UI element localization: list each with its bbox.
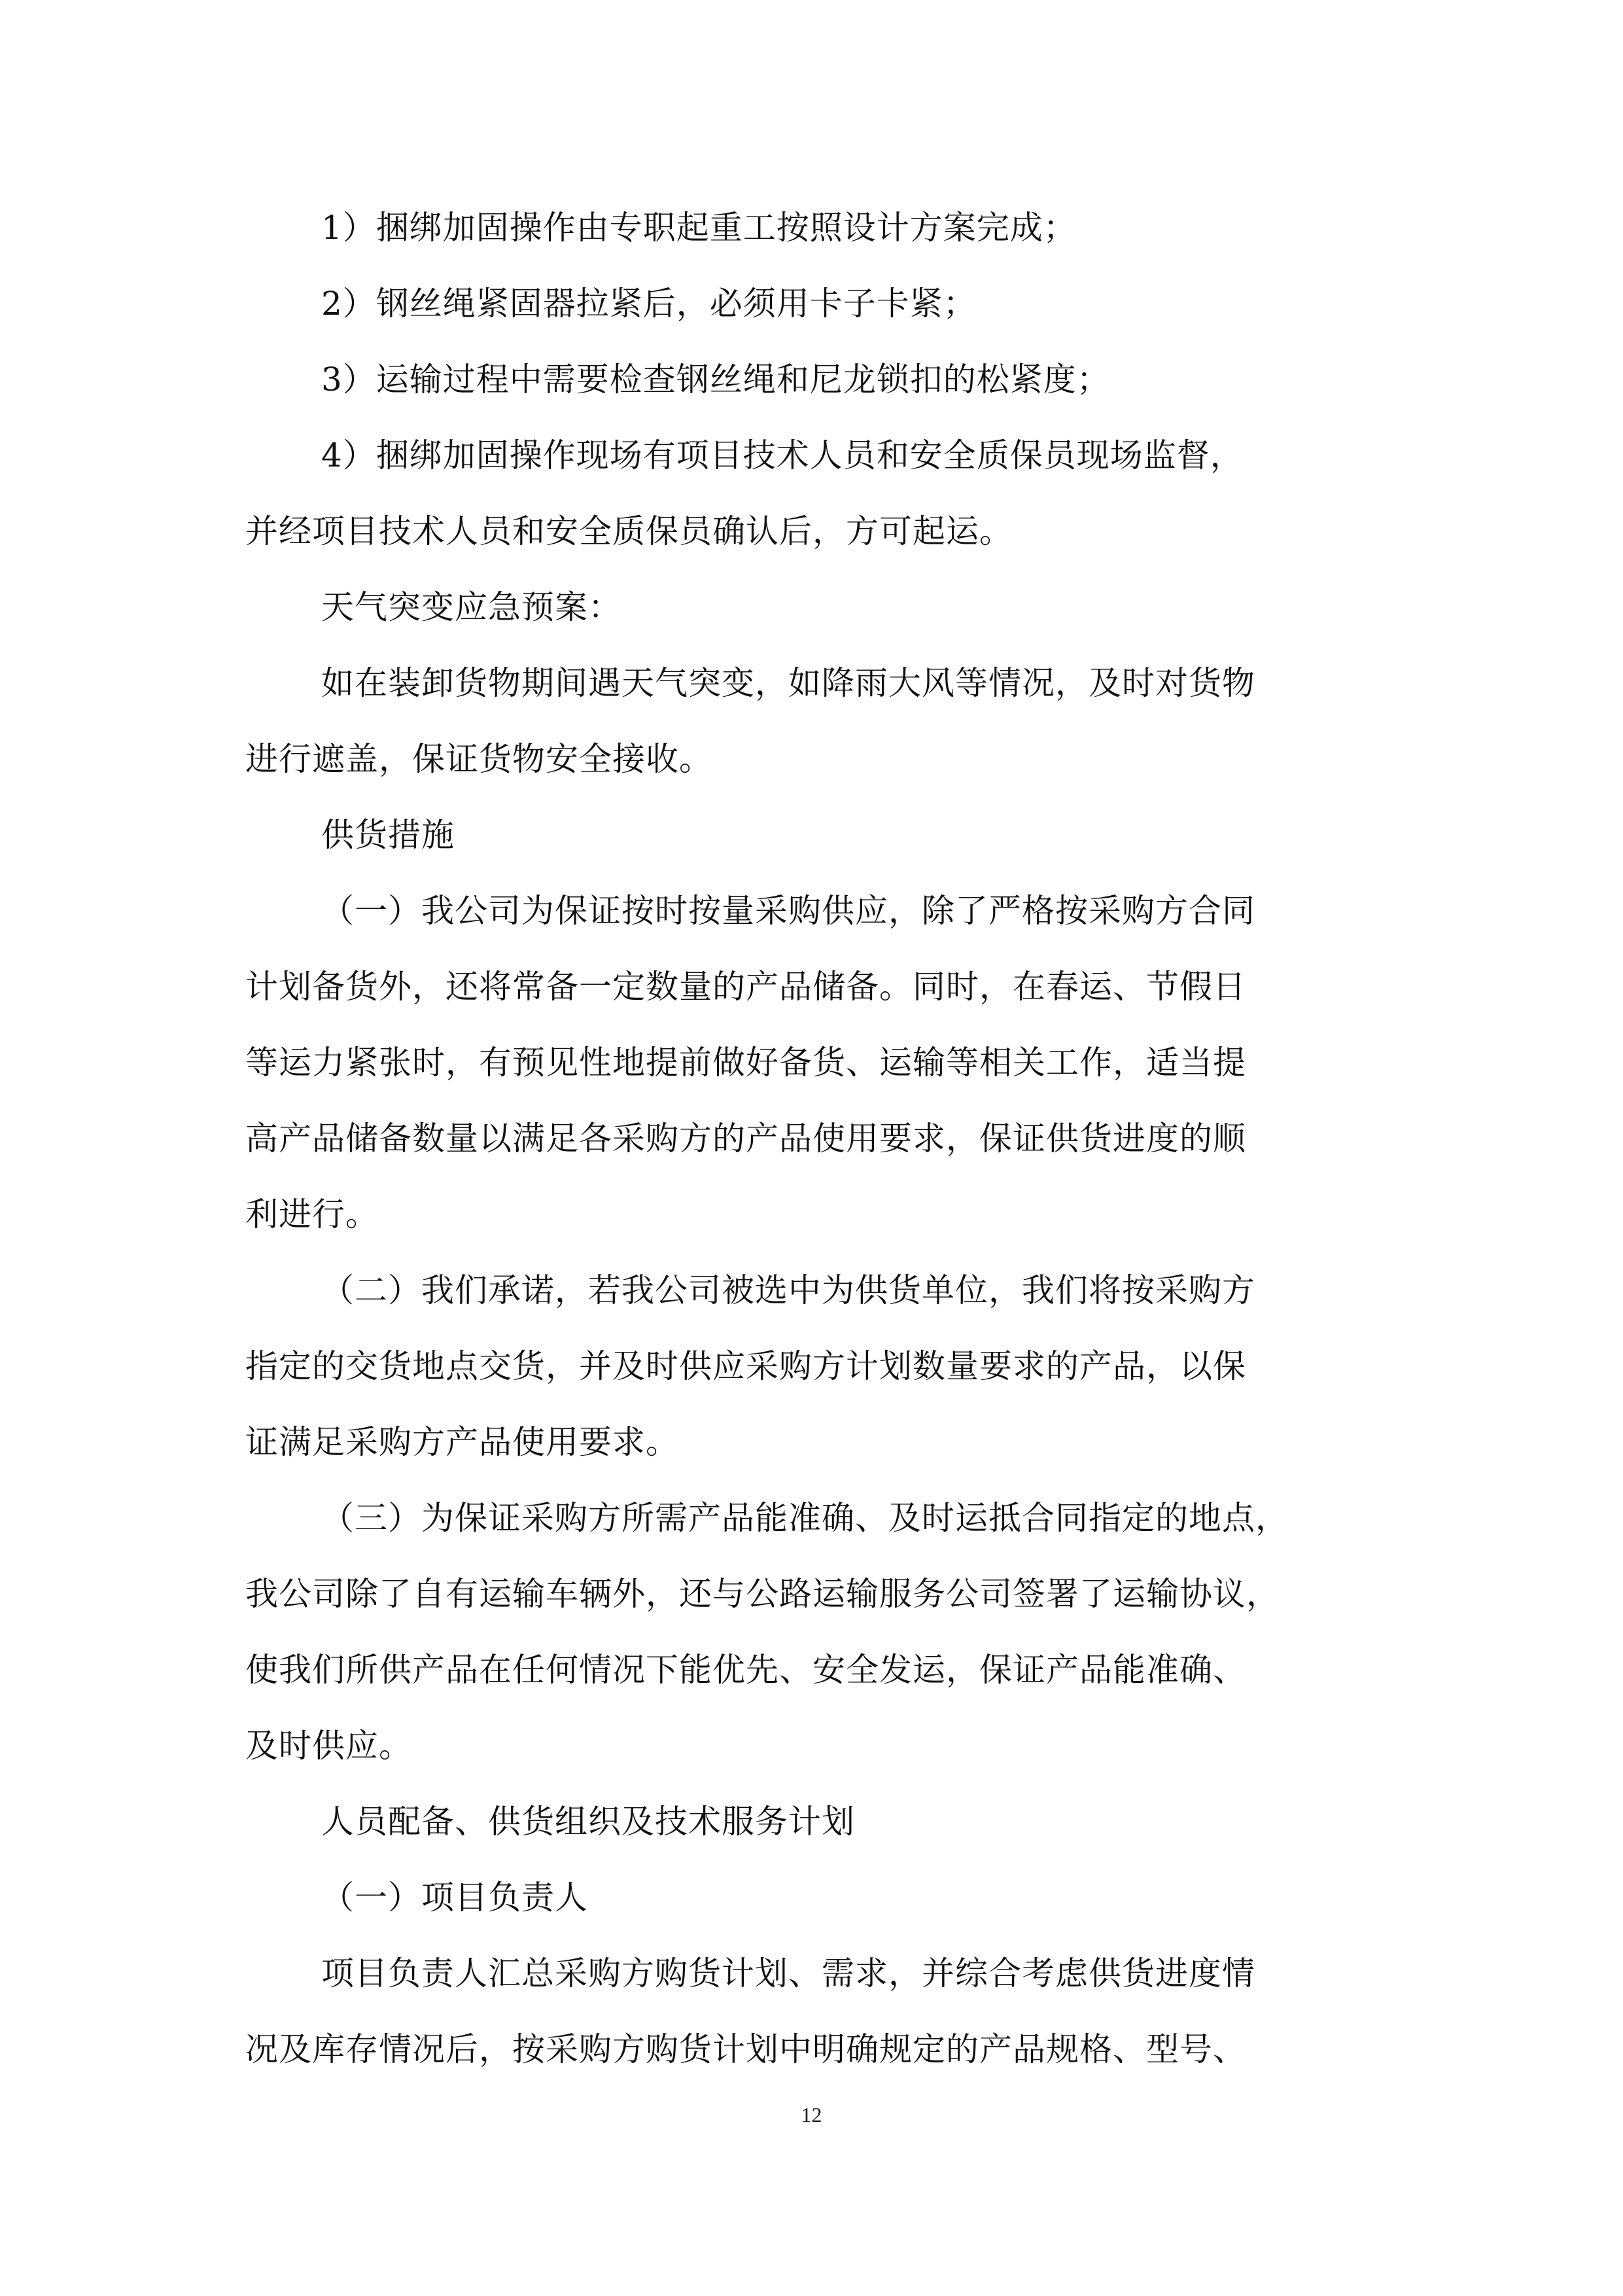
text-line: 计划备货外，还将常备一定数量的产品储备。同时，在春运、节假日 (245, 968, 1246, 1006)
text-line: 指定的交货地点交货，并及时供应采购方计划数量要求的产品，以保 (245, 1347, 1246, 1385)
text-line: 我公司除了自有运输车辆外，还与公路运输服务公司签署了运输协议， (245, 1575, 1280, 1613)
text-line: 如在装卸货物期间遇天气突变，如降雨大风等情况，及时对货物 (321, 664, 1255, 702)
page-number: 12 (801, 2103, 822, 2127)
subsection-heading: （一）项目负责人 (321, 1879, 588, 1916)
text-line: 证满足采购方产品使用要求。 (245, 1423, 679, 1461)
body-text (245, 190, 1380, 2087)
text-line: 况及库存情况后，按采购方购货计划中明确规定的产品规格、型号、 (245, 2030, 1246, 2068)
text-line: 4）捆绑加固操作现场有项目技术人员和安全质保员现场监督， (321, 436, 1244, 474)
text-line: 1）捆绑加固操作由专职起重工按照设计方案完成； (321, 209, 1077, 247)
section-heading: 人员配备、供货组织及技术服务计划 (321, 1803, 855, 1841)
text-line: （二）我们承诺，若我公司被选中为供货单位，我们将按采购方 (321, 1271, 1255, 1309)
section-heading: 天气突变应急预案： (321, 588, 621, 626)
text-line: 3）运输过程中需要检查钢丝绳和尼龙锁扣的松紧度； (321, 361, 1110, 398)
text-line: 进行遮盖，保证货物安全接收。 (245, 740, 712, 778)
text-line: 2）钢丝绳紧固器拉紧后，必须用卡子卡紧； (321, 285, 977, 323)
text-line: 并经项目技术人员和安全质保员确认后，方可起运。 (245, 512, 1013, 550)
text-line: 利进行。 (245, 1195, 379, 1233)
text-line: 等运力紧张时，有预见性地提前做好备货、运输等相关工作，适当提 (245, 1044, 1246, 1082)
text-line: 使我们所供产品在任何情况下能优先、安全发运，保证产品能准确、 (245, 1651, 1246, 1689)
text-line: 项目负责人汇总采购方购货计划、需求，并综合考虑供货进度情 (321, 1954, 1255, 1992)
text-line: 及时供应。 (245, 1727, 412, 1765)
text-line: （一）我公司为保证按时按量采购供应，除了严格按采购方合同 (321, 892, 1255, 930)
text-line: 高产品储备数量以满足各采购方的产品使用要求，保证供货进度的顺 (245, 1120, 1246, 1157)
section-heading: 供货措施 (321, 816, 455, 854)
text-line: （三）为保证采购方所需产品能准确、及时运抵合同指定的地点， (321, 1499, 1289, 1537)
